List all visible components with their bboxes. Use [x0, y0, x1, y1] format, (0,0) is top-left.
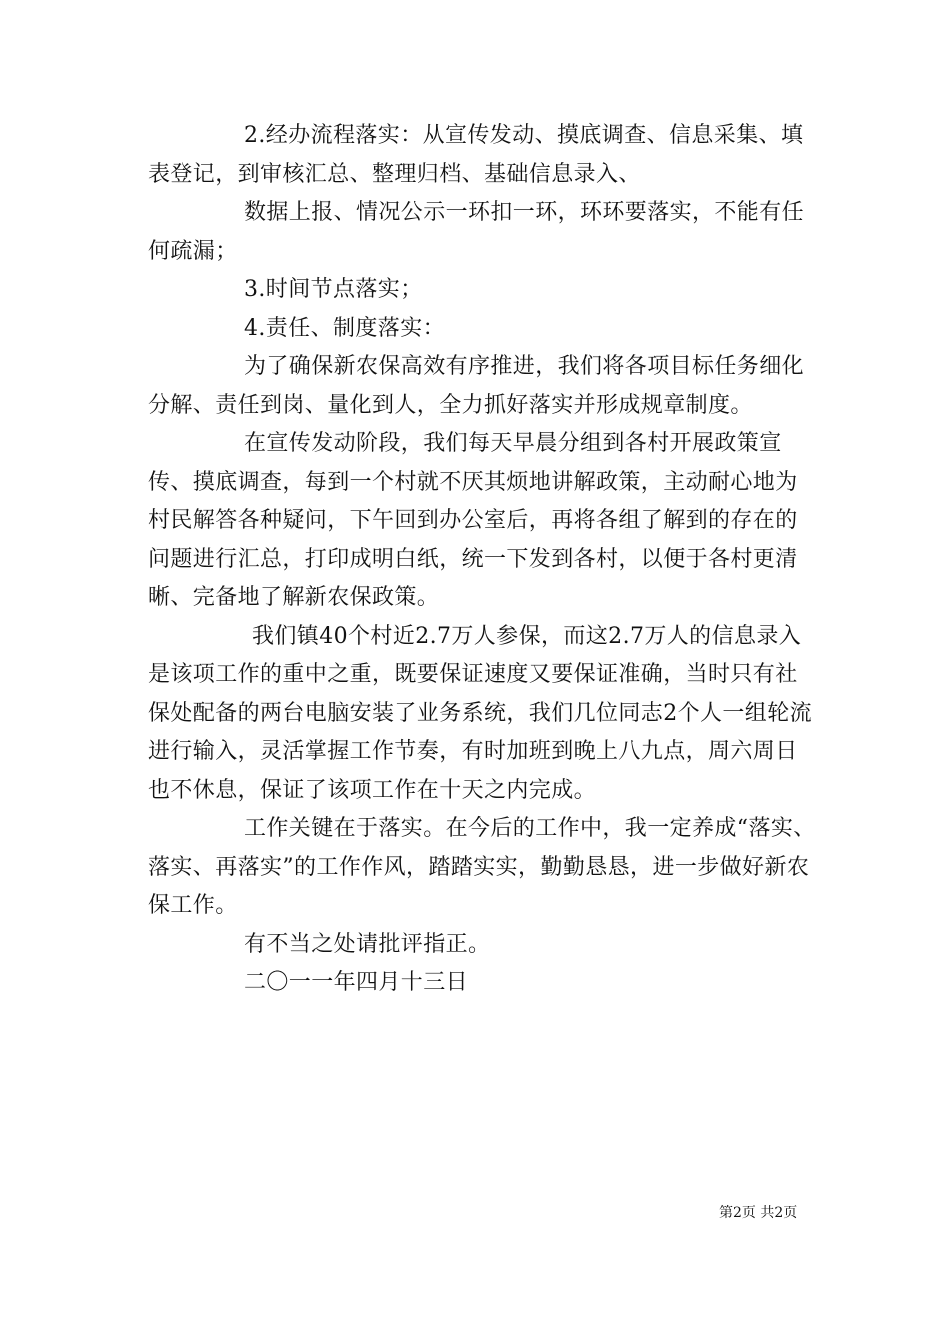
document-date: 二〇一一年四月十三日: [244, 970, 469, 995]
page-number-footer: 第2页 共2页: [719, 1205, 798, 1221]
paragraph-process-continuation: 数据上报、情况公示一环扣一环，环环要落实，不能有任何疏漏；: [148, 200, 805, 264]
paragraph-time-nodes: 3.时间节点落实；: [244, 277, 423, 302]
paragraph-data-entry: 我们镇40个村近2.7万人参保，而这2.7万人的信息录入是该项工作的重中之重，既要保证速度又要保证准确，当时只有社保处配备的两台电脑安装了业务系统，我们几位同志2个人一组轮流进行输入，灵活掌握工作节奏，有时加班到晚上八九点，周六周日也不休息，保证了该项工作在十天之内完成。: [148, 623, 812, 803]
paragraph-conclusion: 工作关键在于落实。在今后的工作中，我一定养成“落实、落实、再落实”的工作作风，踏踏实实，勤勤恳恳，进一步做好新农保工作。: [148, 816, 816, 918]
paragraph-publicity-stage: 在宣传发动阶段，我们每天早晨分组到各村开展政策宣传、摸底调查，每到一个村就不厌其烦地讲解政策，主动耐心地为村民解答各种疑问，下午回到办公室后，再将各组了解到的存在的问题进行汇总，打印成明白纸，统一下发到各村，以便于各村更清晰、完备地了解新农保政策。: [148, 431, 798, 610]
paragraph-task-breakdown: 为了确保新农保高效有序推进，我们将各项目标任务细化分解、责任到岗、量化到人，全力抓好落实并形成规章制度。: [148, 354, 805, 418]
paragraph-responsibility: 4.责任、制度落实：: [244, 315, 445, 341]
paragraph-closing-remark: 有不当之处请批评指正。: [244, 931, 491, 957]
paragraph-process-implementation: 2.经办流程落实：从宣传发动、摸底调查、信息采集、填表登记，到审核汇总、整理归档、基础信息录入、: [148, 123, 804, 187]
document-body: [148, 117, 818, 1003]
